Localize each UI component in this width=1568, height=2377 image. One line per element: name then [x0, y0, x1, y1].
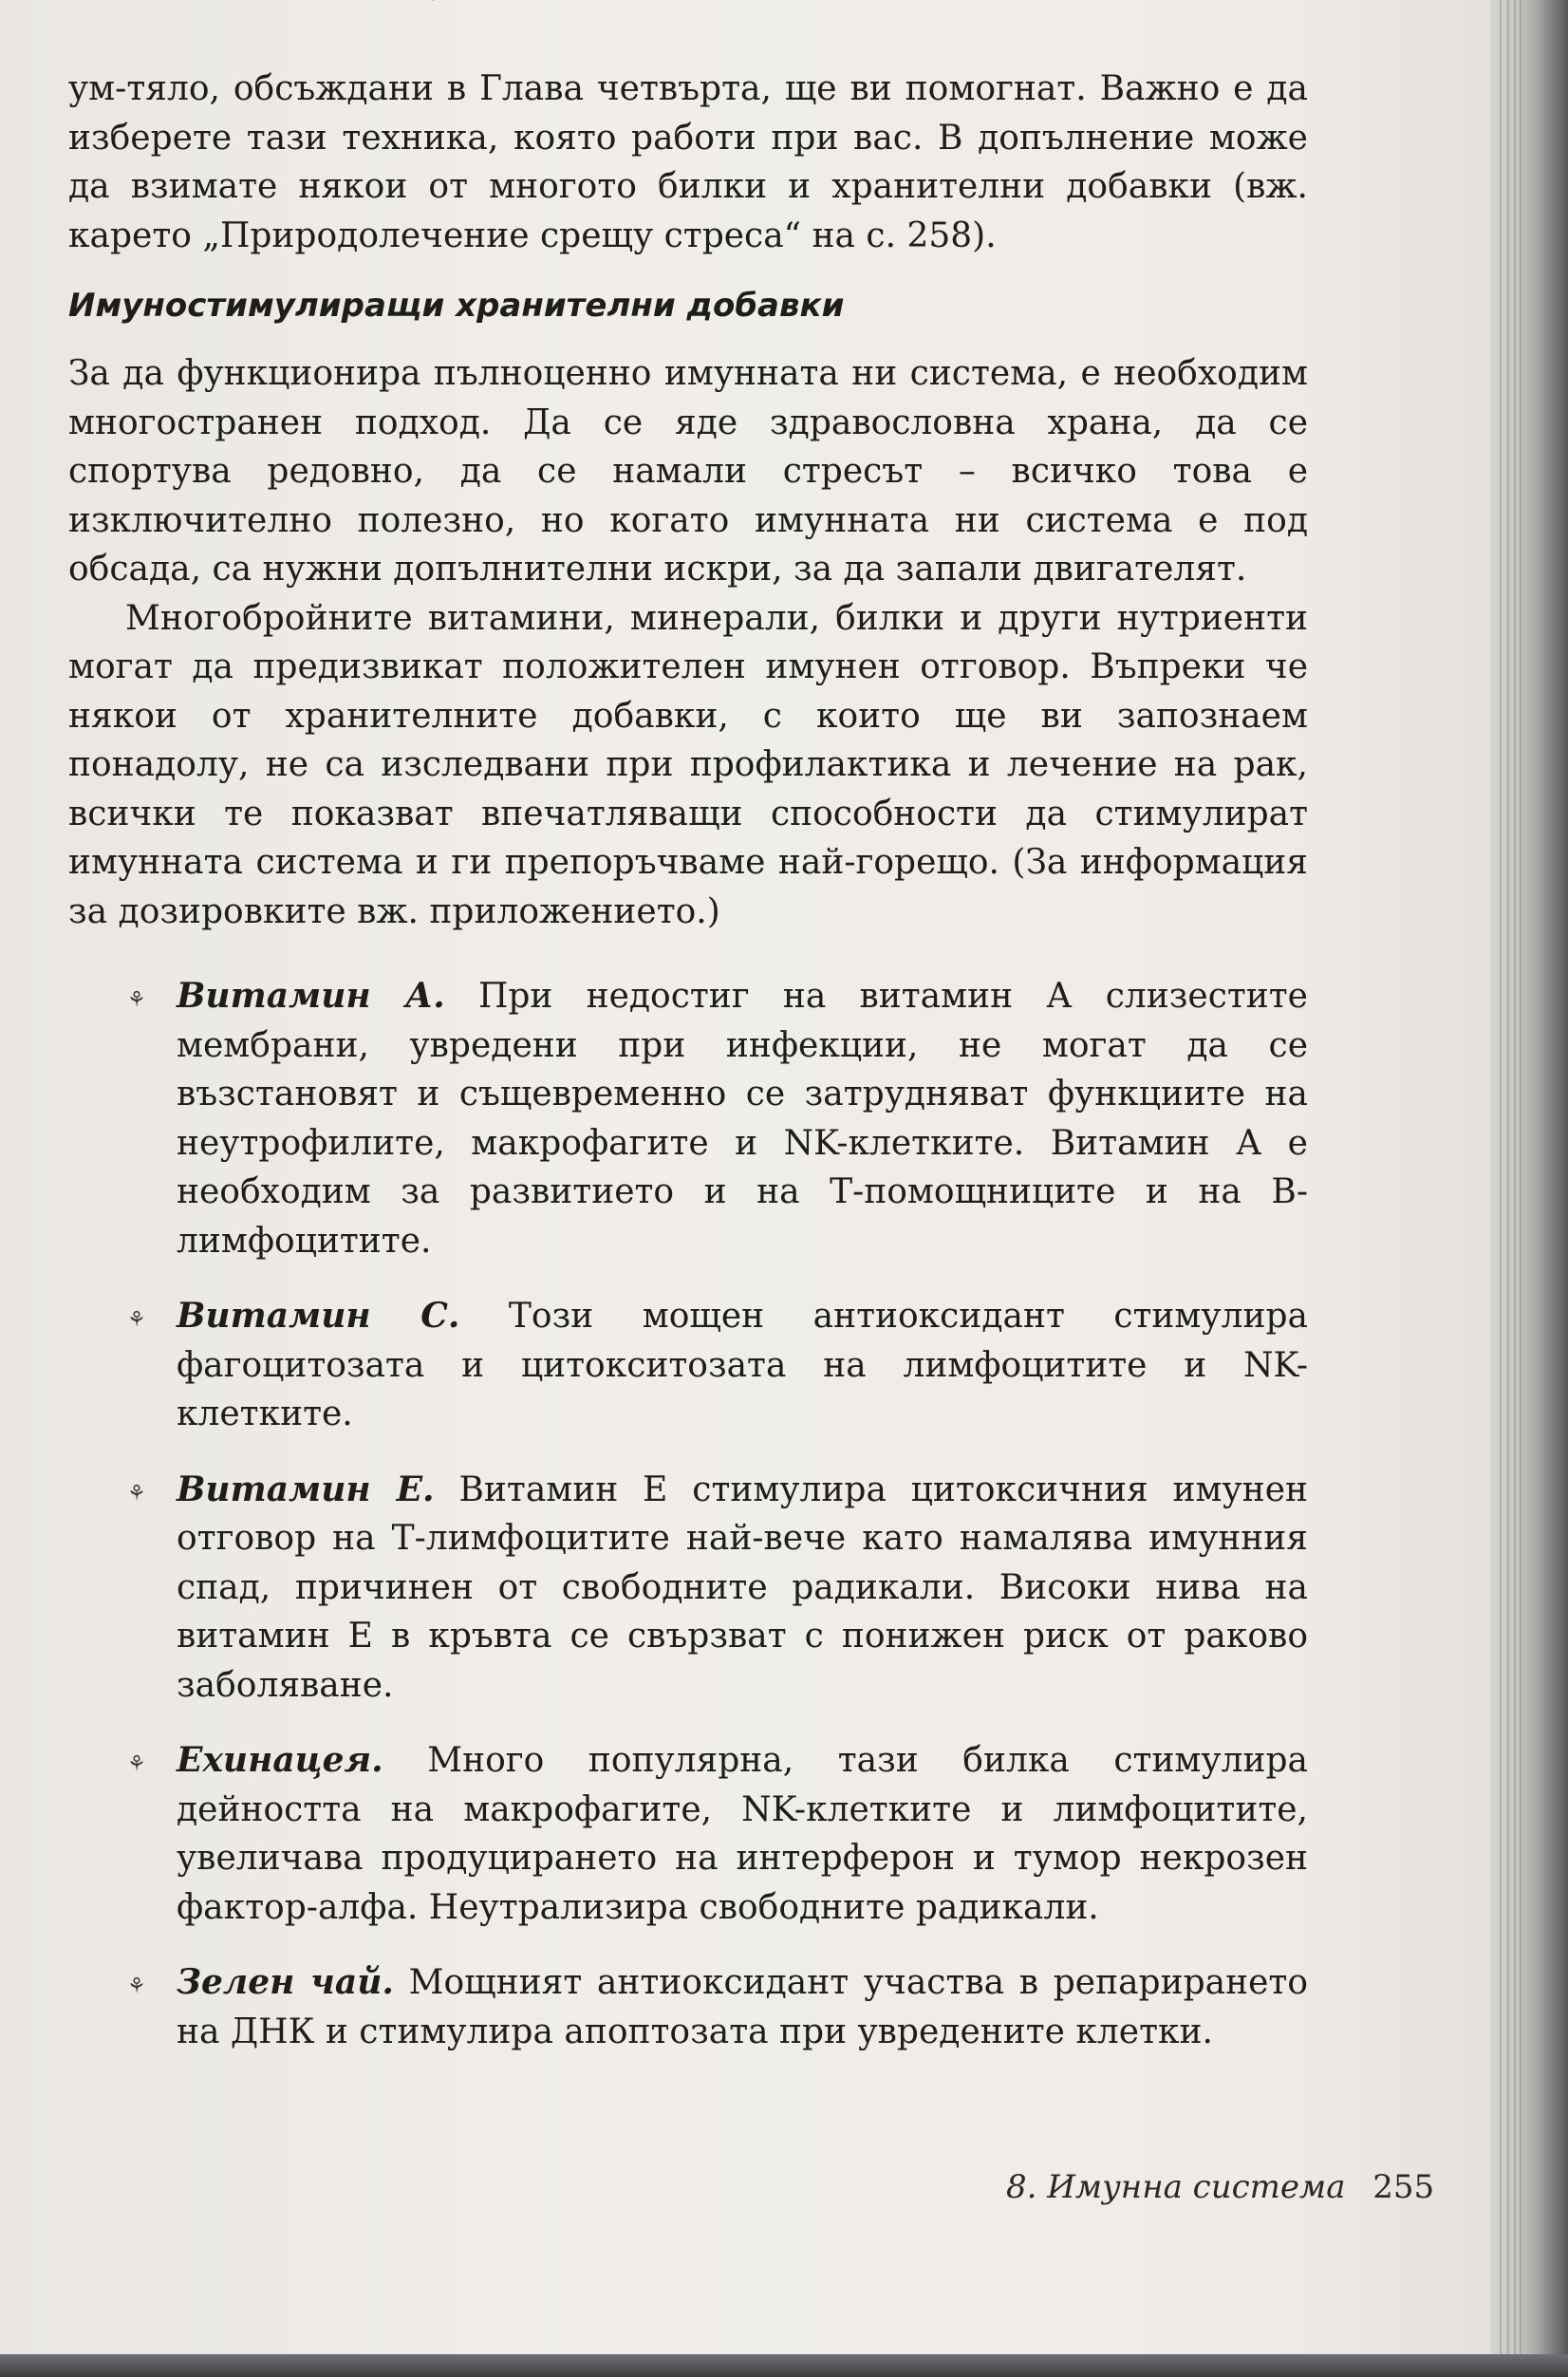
list-item	[68, 1292, 1308, 1439]
supplement-list	[68, 972, 1308, 2056]
list-item	[68, 1736, 1308, 1932]
flower-bullet-icon: ⚘	[127, 1752, 146, 1776]
paragraph-intro: За да функционира пълноценно имунната ни система, е необходим многостранен подход. Да се яде здравословна храна, да се спортува редовно, да се намали стресът – всичко това е изключително полезно, но когато имунната ни система е под обсада, са нужни допълнителни искри, за да запали двигателят.	[68, 354, 1308, 589]
paragraph-continued: ум-тяло, обсъждани в Глава четвърта, ще ви помогнат. Важно е да изберете тази техника, която работи при вас. В допълнение може да взимате някои от многото билки и хранителни добавки (вж. карето „Природолечение срещу стреса“ на с. 258).	[68, 69, 1308, 255]
page-footer	[1006, 2168, 1435, 2206]
running-footer-section: 8. Имунна система	[1006, 2168, 1346, 2206]
list-item	[68, 972, 1308, 1265]
page-crease	[432, 0, 487, 1]
body-text	[68, 65, 1308, 2083]
list-item-text: Много популярна, тази билка стимулира дейността на макрофагите, NK-клетките и лимфоцитите, увеличава продуцирането на интерферон и тумор некрозен фактор-алфа. Неутрализира свободните радикали.	[177, 1741, 1308, 1927]
list-item-text: Витамин Е стимулира цитоксичния имунен отговор на Т-лимфоцитите най-вече като намалява имунния спад, причинен от свободните радикали. Високи нива на витамин Е в кръвта се свързват с понижен риск от раково заболяване.	[177, 1469, 1308, 1705]
list-item-term: Зелен чай.	[177, 1962, 394, 2002]
scanner-background	[0, 2354, 1568, 2377]
list-item-term: Витамин Е.	[177, 1469, 435, 1509]
flower-bullet-icon: ⚘	[127, 1308, 146, 1332]
list-item-text: Мощният антиоксидант участва в репарирането на ДНК и стимулира апоптозата при увредените клетки.	[177, 1963, 1308, 2051]
list-item-term: Витамин А.	[177, 976, 445, 1016]
section-heading: Имуностимулиращи хранителни добавки	[68, 287, 845, 325]
list-item	[68, 1958, 1308, 2056]
list-item-text: При недостиг на витамин А слизестите мембрани, увредени при инфекции, не могат да се възстановят и същевременно се затрудняват функциите на неутрофилите, макрофагите и NK-клетките. Витамин А е необходим за развитието и на Т-помощниците и на В-лимфоцитите.	[177, 977, 1308, 1261]
page-number: 255	[1372, 2168, 1435, 2206]
list-item-term: Ехинацея.	[177, 1740, 383, 1780]
flower-bullet-icon: ⚘	[127, 1975, 146, 1998]
list-item-text: Този мощен антиоксидант стимулира фагоцитозата и цитокситозата на лимфоцитите и NK-клетките.	[177, 1297, 1308, 1433]
paragraph-nutrients: Многобройните витамини, минерали, билки и други нутриенти могат да предизвикат положителен имунен отговор. Въпреки че някои от хранителните добавки, с които ще ви запознаем понадолу, не са изследвани при профилактика и лечение на рак, всички те показват впечатляващи способности да стимулират имунната система и ги препоръчваме най-горещо. (За информация за дозировките вж. приложението.)	[68, 598, 1308, 931]
flower-bullet-icon: ⚘	[127, 1481, 146, 1506]
list-item	[68, 1466, 1308, 1711]
flower-bullet-icon: ⚘	[127, 988, 146, 1012]
book-page-edge	[1490, 0, 1568, 2377]
list-item-term: Витамин С.	[177, 1296, 460, 1336]
